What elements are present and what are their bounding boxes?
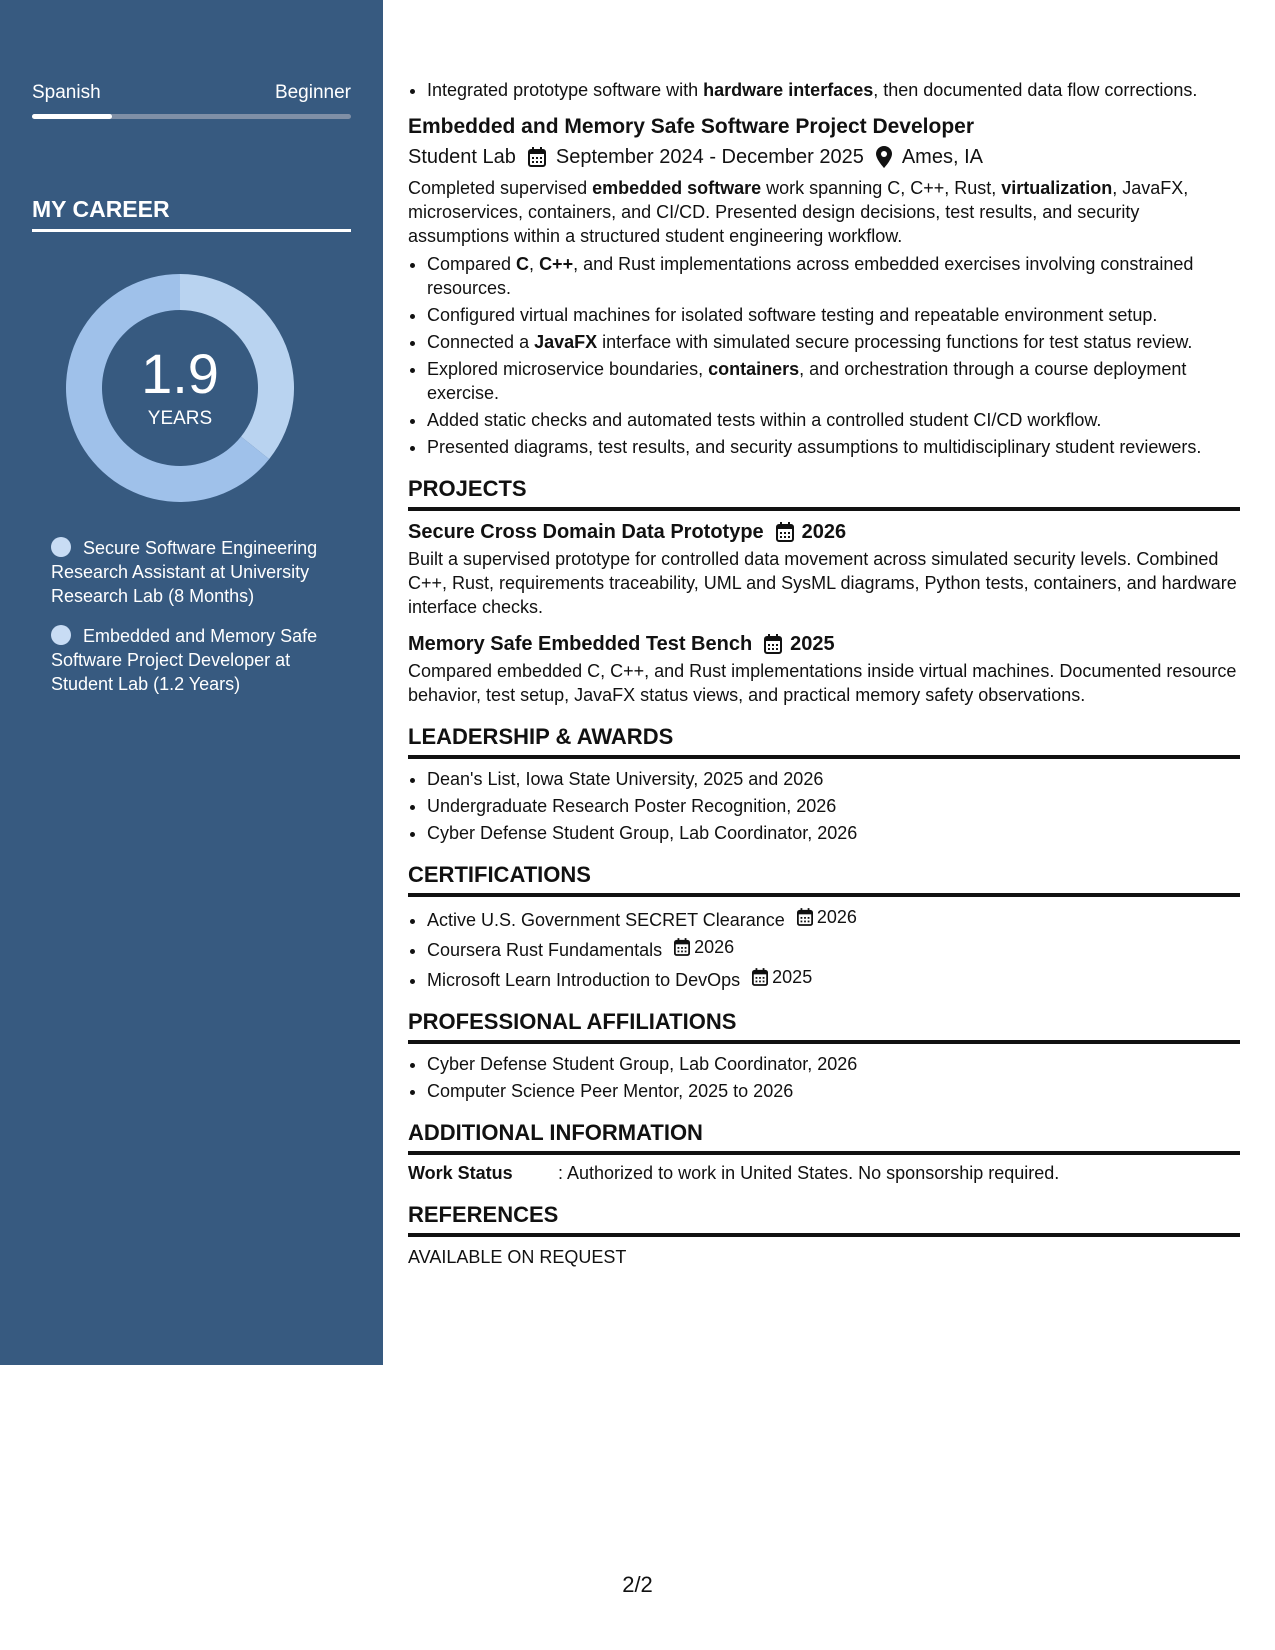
- bullet-bold: containers: [708, 359, 800, 379]
- section-heading-affiliations: PROFESSIONAL AFFILIATIONS: [408, 1008, 1240, 1044]
- career-item-text: Secure Software Engineering Research Assistant at University Research Lab (8 Months): [51, 538, 318, 606]
- language-name: Spanish: [32, 82, 101, 103]
- career-years-unit: YEARS: [147, 408, 213, 429]
- certification-name: Active U.S. Government SECRET Clearance: [427, 910, 785, 930]
- career-dot-icon: [51, 537, 71, 557]
- project-title-row: [408, 517, 1240, 547]
- project-description: Compared embedded C, C++, and Rust implementations inside virtual machines. Documented resource behavior, test setup, JavaFX status views, and practical memory safety observations.: [408, 661, 1237, 705]
- main-content: [408, 78, 1240, 1269]
- certification-name: Coursera Rust Fundamentals: [427, 940, 663, 960]
- certification-year: 2026: [694, 937, 735, 957]
- bullet-bold: C++: [539, 254, 574, 274]
- calendar-icon: [752, 968, 768, 986]
- job-summary: [408, 176, 1240, 248]
- summary-bold: virtualization: [1001, 178, 1113, 198]
- bullet-item: • Added static checks and automated tests within a controlled student CI/CD workflow.: [427, 408, 1240, 432]
- section-heading-projects: PROJECTS: [408, 475, 1240, 511]
- affiliation-item: • Computer Science Peer Mentor, 2025 to 2026: [427, 1079, 1240, 1103]
- bullet-text: Explored microservice boundaries,: [427, 359, 709, 379]
- project-year: 2025: [790, 633, 835, 655]
- affiliation-item: • Cyber Defense Student Group, Lab Coordinator, 2026: [427, 1052, 1240, 1076]
- location-pin-icon: [876, 146, 892, 168]
- job-meta: [408, 142, 1240, 172]
- career-section-title: MY CAREER: [32, 196, 351, 232]
- bullet-text: , and orchestration through a course deployment exercise.: [427, 359, 1187, 403]
- bullet-text: interface with simulated secure processing functions for test status review.: [597, 332, 1193, 352]
- bullet-item: [427, 252, 1240, 300]
- bullet-item: [427, 330, 1240, 354]
- job-company: Student Lab: [408, 146, 516, 168]
- job-bullets: [408, 252, 1240, 459]
- job-dates: September 2024 - December 2025: [555, 146, 864, 168]
- career-dot-icon: [51, 625, 71, 645]
- certifications-list: [408, 905, 1240, 992]
- project-title-row: [408, 629, 1240, 659]
- calendar-icon: [528, 147, 546, 167]
- sidebar: [0, 0, 383, 1365]
- bullet-text: , and Rust implementations across embedded exercises involving constrained resources.: [427, 254, 1194, 298]
- career-years-value: 1.9: [141, 342, 219, 405]
- calendar-icon: [674, 938, 690, 956]
- project-description: Built a supervised prototype for controlled data movement across simulated security levels. Combined C++, Rust, requirements traceability, UML and SysML diagrams, Python tests, containers, and hardware interface checks.: [408, 549, 1237, 617]
- bullet-text: Integrated prototype software with: [427, 80, 704, 100]
- career-item-text: Embedded and Memory Safe Software Project Developer at Student Lab (1.2 Years): [51, 626, 318, 694]
- career-list: [51, 536, 341, 712]
- carryover-bullets: [408, 78, 1240, 102]
- language-proficiency-fill: [32, 114, 112, 119]
- calendar-icon: [776, 522, 794, 542]
- summary-text: Completed supervised: [408, 178, 593, 198]
- project-year: 2026: [801, 521, 847, 543]
- bullet-item: • Presented diagrams, test results, and security assumptions to multidisciplinary student reviewers.: [427, 435, 1240, 459]
- career-item: [51, 536, 341, 608]
- section-heading-additional: ADDITIONAL INFORMATION: [408, 1119, 1240, 1155]
- bullet-text: Compared: [427, 254, 517, 274]
- affiliations-list: [408, 1052, 1240, 1103]
- project-title: Secure Cross Domain Data Prototype: [408, 521, 764, 543]
- award-item: • Undergraduate Research Poster Recognition, 2026: [427, 794, 1240, 818]
- calendar-icon: [797, 908, 813, 926]
- section-heading-awards: LEADERSHIP & AWARDS: [408, 723, 1240, 759]
- work-status-value: : Authorized to work in United States. No sponsorship required.: [558, 1163, 1060, 1183]
- language-proficiency-bar: [32, 114, 351, 119]
- certification-name: Microsoft Learn Introduction to DevOps: [427, 970, 741, 990]
- section-heading-references: REFERENCES: [408, 1201, 1240, 1237]
- bullet-bold: hardware interfaces: [703, 80, 874, 100]
- bullet-bold: C: [516, 254, 530, 274]
- bullet-item: [427, 78, 1240, 102]
- certification-year: 2026: [816, 907, 857, 927]
- award-item: • Cyber Defense Student Group, Lab Coordinator, 2026: [427, 821, 1240, 845]
- job-title: Embedded and Memory Safe Software Project Developer: [408, 115, 974, 138]
- career-item: [51, 624, 341, 696]
- bullet-item: [427, 357, 1240, 405]
- summary-bold: embedded software: [592, 178, 762, 198]
- work-status-label: Work Status: [408, 1163, 513, 1183]
- language-row: [32, 82, 351, 104]
- references-text: AVAILABLE ON REQUEST: [408, 1247, 627, 1267]
- additional-info-row: [408, 1161, 1240, 1185]
- certification-item: [427, 935, 1240, 962]
- calendar-icon: [764, 634, 782, 654]
- career-duration-center: [66, 274, 294, 502]
- summary-text: work spanning C, C++, Rust,: [761, 178, 1002, 198]
- bullet-text: ,: [529, 254, 540, 274]
- award-item: • Dean's List, Iowa State University, 2025 and 2026: [427, 767, 1240, 791]
- bullet-text: Connected a: [427, 332, 535, 352]
- certification-item: [427, 965, 1240, 992]
- certification-item: [427, 905, 1240, 932]
- language-level: Beginner: [274, 82, 351, 103]
- page-number: 2/2: [622, 1572, 653, 1597]
- bullet-text: , then documented data flow corrections.: [873, 80, 1198, 100]
- awards-list: [408, 767, 1240, 845]
- job-location: Ames, IA: [901, 146, 983, 168]
- bullet-item: • Configured virtual machines for isolated software testing and repeatable environment setup.: [427, 303, 1240, 327]
- summary-text: , JavaFX, microservices, containers, and CI/CD. Presented design decisions, test results, and security assumptions within a structured student engineering workflow.: [408, 178, 1189, 246]
- certification-year: 2025: [772, 967, 813, 987]
- project-title: Memory Safe Embedded Test Bench: [408, 633, 753, 655]
- section-heading-certifications: CERTIFICATIONS: [408, 861, 1240, 897]
- bullet-bold: JavaFX: [534, 332, 598, 352]
